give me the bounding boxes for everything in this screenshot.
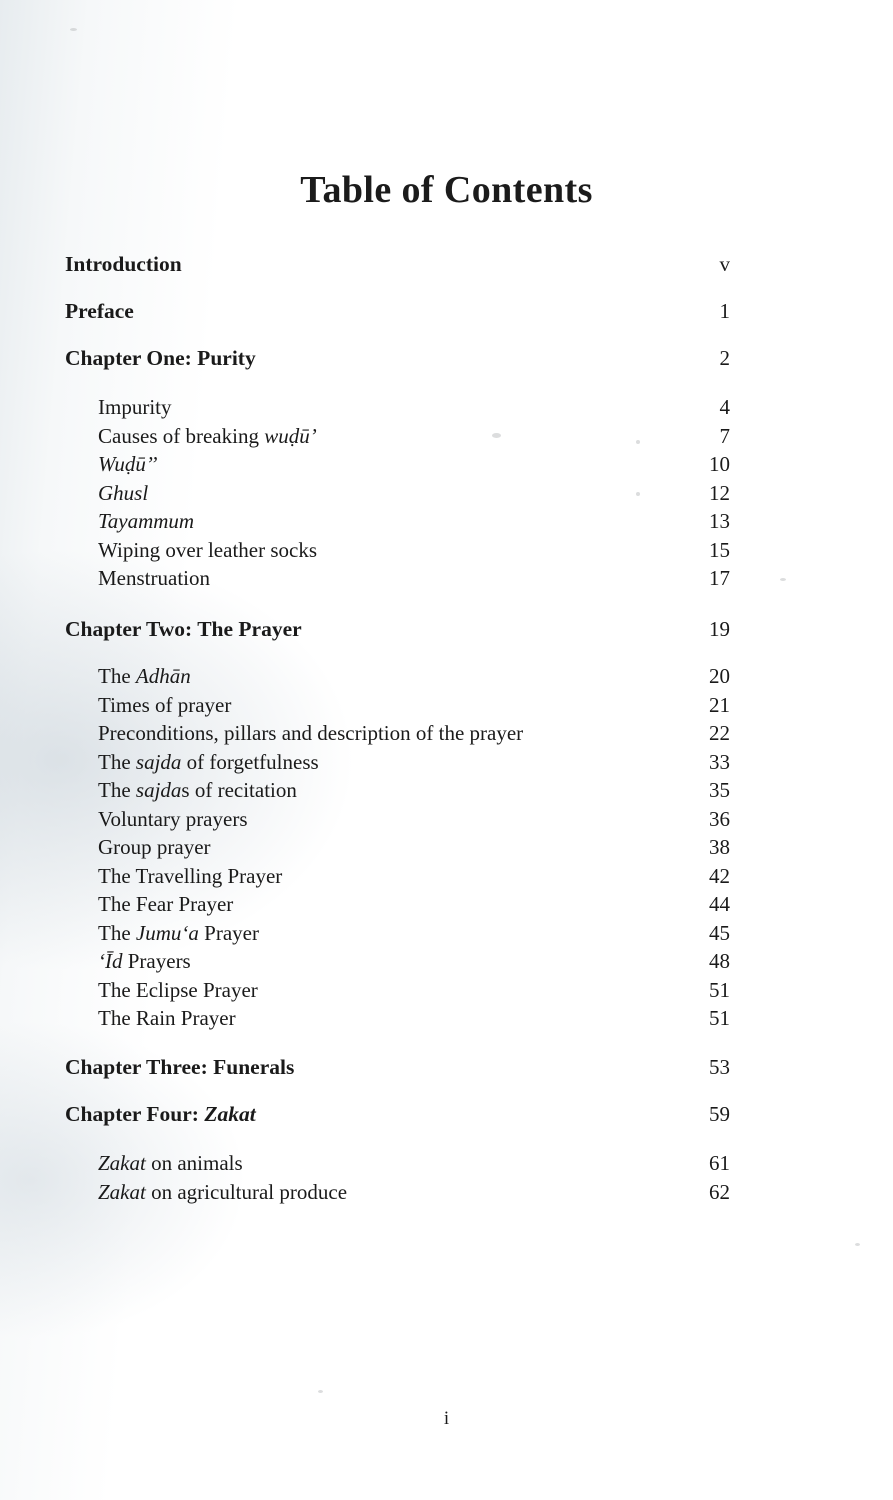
table-of-contents — [65, 252, 730, 1223]
toc-entry-label: Voluntary prayers — [98, 806, 248, 831]
toc-entry-label: The sajdas of recitation — [98, 778, 297, 802]
toc-entry-chapter-one[interactable] — [65, 346, 730, 371]
toc-entry-label: Tayammum — [98, 509, 195, 533]
toc-entry-label: Preconditions, pillars and description of the prayer — [98, 721, 524, 745]
toc-entry-page: 51 — [709, 977, 730, 1002]
toc-entry-page: 53 — [709, 1055, 730, 1079]
toc-subentry-ghusl[interactable] — [65, 481, 730, 506]
toc-entry-page: 62 — [709, 1179, 730, 1204]
toc-subentry-zakat-on-agricultural-produce[interactable] — [65, 1180, 730, 1205]
toc-entry-label: Introduction — [65, 252, 182, 276]
toc-subentry-wiping-over-leather-socks[interactable] — [65, 538, 730, 563]
toc-subentry-fear-prayer[interactable] — [65, 892, 730, 917]
toc-entry-page: 13 — [709, 509, 730, 533]
toc-entry-page: 7 — [719, 423, 730, 448]
toc-subentry-group-prayer[interactable] — [65, 835, 730, 860]
toc-entry-label: Zakat on agricultural produce — [98, 1179, 348, 1204]
toc-entry-page: 51 — [709, 1006, 730, 1030]
toc-entry-page: 48 — [709, 949, 730, 973]
toc-subentry-sajda-of-forgetfulness[interactable] — [65, 750, 730, 775]
toc-subentry-times-of-prayer[interactable] — [65, 693, 730, 718]
toc-entry-label: The sajda of forgetfulness — [98, 749, 319, 774]
toc-entry-page: 44 — [709, 892, 730, 916]
toc-entry-page: 22 — [709, 721, 730, 745]
toc-subentry-preconditions-pillars-description[interactable] — [65, 721, 730, 746]
toc-entry-page: 19 — [709, 617, 730, 641]
toc-entry-label: Menstruation — [98, 566, 210, 590]
toc-subentries-chapter-four — [65, 1151, 730, 1205]
page-speck — [70, 28, 77, 31]
toc-entry-page: 42 — [709, 863, 730, 888]
toc-entry-page: 1 — [719, 299, 730, 323]
toc-subentry-causes-of-breaking-wudu[interactable] — [65, 424, 730, 449]
toc-subentries-chapter-two — [65, 664, 730, 1031]
toc-subentry-rain-prayer[interactable] — [65, 1006, 730, 1031]
toc-entry-label: The Fear Prayer — [98, 892, 234, 916]
toc-entry-label: Group prayer — [98, 835, 211, 859]
toc-subentry-jumua-prayer[interactable] — [65, 921, 730, 946]
toc-entry-page: 33 — [709, 749, 730, 774]
toc-entry-label: Wiping over leather socks — [98, 537, 318, 562]
toc-subentry-voluntary-prayers[interactable] — [65, 807, 730, 832]
toc-entry-label: Chapter Two: The Prayer — [65, 617, 302, 641]
toc-entry-label: Times of prayer — [98, 692, 232, 717]
toc-entry-page: 4 — [719, 395, 730, 419]
page-speck — [855, 1243, 860, 1246]
toc-subentry-id-prayers[interactable] — [65, 949, 730, 974]
toc-entry-page: 36 — [709, 806, 730, 831]
toc-entry-page: 38 — [709, 835, 730, 859]
page-speck — [780, 578, 786, 581]
toc-subentries-chapter-one — [65, 395, 730, 591]
toc-entry-page: 45 — [709, 920, 730, 945]
toc-entry-label: The Jumu‘a Prayer — [98, 920, 259, 945]
toc-subentry-impurity[interactable] — [65, 395, 730, 420]
toc-entry-chapter-two[interactable] — [65, 617, 730, 642]
toc-entry-page: 21 — [709, 692, 730, 717]
toc-entry-page: 59 — [709, 1102, 730, 1126]
toc-subentry-zakat-on-animals[interactable] — [65, 1151, 730, 1176]
toc-entry-page: 10 — [709, 452, 730, 476]
toc-subentry-wudu[interactable] — [65, 452, 730, 477]
toc-subentry-tayammum[interactable] — [65, 509, 730, 534]
toc-entry-label: ‘Īd Prayers — [98, 949, 191, 973]
toc-entry-introduction[interactable] — [65, 252, 730, 277]
toc-subentry-the-adhan[interactable] — [65, 664, 730, 689]
toc-entry-page: 20 — [709, 664, 730, 688]
toc-entry-label: Chapter One: Purity — [65, 346, 256, 370]
toc-entry-chapter-three[interactable] — [65, 1055, 730, 1080]
toc-entry-label: The Rain Prayer — [98, 1006, 236, 1030]
toc-entry-label: Causes of breaking wuḍū’ — [98, 423, 317, 448]
toc-entry-label: Wuḍū’’ — [98, 452, 158, 476]
page-folio: i — [443, 1408, 450, 1429]
toc-entry-page: 15 — [709, 537, 730, 562]
toc-entry-label: Chapter Four: Zakat — [65, 1102, 256, 1126]
toc-entry-label: The Eclipse Prayer — [98, 977, 258, 1002]
toc-entry-label: Chapter Three: Funerals — [65, 1055, 295, 1079]
page-title: Table of Contents — [300, 169, 593, 211]
toc-entry-label: Impurity — [98, 395, 172, 419]
toc-entry-label: Zakat on animals — [98, 1151, 243, 1175]
page-speck — [318, 1390, 323, 1393]
toc-entry-page: 2 — [719, 346, 730, 370]
toc-entry-preface[interactable] — [65, 299, 730, 324]
toc-subentry-menstruation[interactable] — [65, 566, 730, 591]
toc-entry-chapter-four[interactable] — [65, 1102, 730, 1127]
toc-entry-label: Ghusl — [98, 480, 149, 505]
toc-entry-page: 12 — [709, 480, 730, 505]
toc-entry-page: 35 — [709, 778, 730, 802]
toc-entry-label: Preface — [65, 299, 134, 323]
toc-entry-page: 17 — [709, 566, 730, 590]
toc-entry-page: v — [719, 252, 730, 276]
toc-subentry-eclipse-prayer[interactable] — [65, 978, 730, 1003]
toc-subentry-travelling-prayer[interactable] — [65, 864, 730, 889]
toc-subentry-sajdas-of-recitation[interactable] — [65, 778, 730, 803]
toc-entry-page: 61 — [709, 1151, 730, 1175]
toc-entry-label: The Adhān — [98, 664, 191, 688]
toc-entry-label: The Travelling Prayer — [98, 863, 283, 888]
